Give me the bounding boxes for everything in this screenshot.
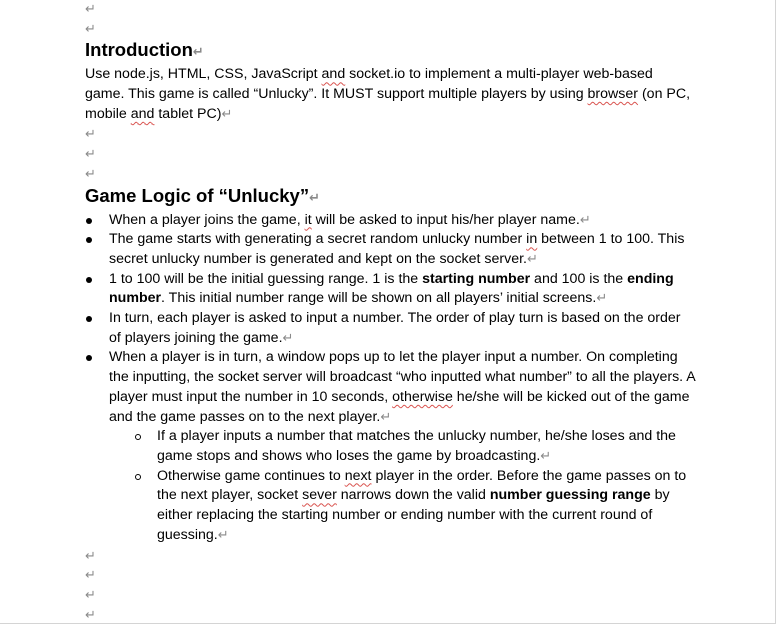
list-item: 1 to 100 will be the initial guessing range. 1 is the starting number and 100 is the ending number. This initial number range will be shown on all players’ initial screens.↵ — [85, 270, 695, 309]
spelling-flag[interactable]: in — [526, 231, 538, 248]
paragraph-mark-icon: ↵ — [85, 587, 96, 603]
empty-paragraph — [85, 164, 695, 184]
paragraph-mark-icon: ↵ — [85, 21, 96, 37]
paragraph-mark-icon: ↵ — [596, 291, 608, 307]
intro-heading: Introduction↵ — [85, 39, 204, 61]
spelling-flag[interactable]: browser — [587, 86, 639, 103]
empty-paragraph — [85, 546, 695, 566]
paragraph-mark-icon: ↵ — [85, 568, 96, 584]
empty-paragraph — [85, 565, 695, 585]
empty-paragraph — [85, 0, 695, 19]
paragraph-mark-icon: ↵ — [540, 448, 552, 464]
list-item: When a player joins the game, it will be asked to input his/her player name.↵ — [85, 211, 695, 231]
paragraph-mark-icon: ↵ — [579, 212, 591, 228]
paragraph-mark-icon: ↵ — [309, 190, 321, 206]
empty-paragraph — [85, 124, 695, 144]
paragraph-mark-icon: ↵ — [85, 147, 96, 163]
sub-list-item: Otherwise game continues to next player in the order. Before the game passes on to the next player, socket sever narrows down the valid number guessing range by either replacing the starting number or ending number with the current round of guessing.↵ — [109, 467, 695, 546]
empty-paragraph — [85, 585, 695, 605]
spelling-flag[interactable]: and — [130, 105, 155, 122]
spelling-flag[interactable]: sever — [302, 487, 337, 504]
paragraph-mark-icon: ↵ — [217, 527, 229, 543]
list-item: In turn, each player is asked to input a number. The order of play turn is based on the order of players joining the game.↵ — [85, 309, 695, 348]
paragraph-mark-icon: ↵ — [526, 251, 538, 267]
list-item: When a player is in turn, a window pops up to let the player input a number. On completing the inputting, the socket server will broadcast “who inputted what number” to all the players. A player must input the number in 10 seconds, otherwise he/she will be kicked out of the game and the game passes on to the next player.↵ If a player inputs a number that matches the unlucky number, he/she loses and the game stops and shows who loses the game by broadcasting.↵ Otherwise game continues to next player in the order. Before the game passes on to the next player, socket sever narrows down the valid number guessing range by either replacing the starting number or ending number with the current round of guessing.↵ — [85, 348, 695, 545]
paragraph-mark-icon: ↵ — [85, 127, 96, 143]
spelling-flag[interactable]: otherwise — [392, 388, 453, 405]
document-body[interactable] — [85, 0, 695, 624]
spelling-flag[interactable]: it — [304, 211, 312, 228]
game-logic-list — [85, 211, 695, 546]
game-logic-heading: Game Logic of “Unlucky”↵ — [85, 184, 321, 206]
sub-list — [109, 427, 695, 545]
spelling-flag[interactable]: next — [344, 467, 372, 484]
empty-paragraph — [85, 19, 695, 39]
list-item: The game starts with generating a secret random unlucky number in between 1 to 100. This secret unlucky number is generated and kept on the socket server.↵ — [85, 230, 695, 269]
paragraph-mark-icon: ↵ — [85, 548, 96, 564]
bold-term: ending number — [109, 270, 674, 307]
spelling-flag[interactable]: and — [321, 66, 346, 83]
intro-paragraph: Use node.js, HTML, CSS, JavaScript and socket.io to implement a multi-player web-based game. This game is called “Unlucky”. It MUST support multiple players by using browser (on PC, mobile and tablet PC)↵ — [85, 66, 691, 122]
bold-term: starting number — [422, 270, 531, 287]
paragraph-mark-icon: ↵ — [221, 106, 233, 122]
paragraph-mark-icon: ↵ — [192, 45, 204, 61]
bold-term: number guessing range — [489, 487, 651, 504]
empty-paragraph — [85, 144, 695, 164]
paragraph-mark-icon: ↵ — [380, 409, 392, 425]
paragraph-mark-icon: ↵ — [282, 330, 294, 346]
paragraph-mark-icon: ↵ — [85, 166, 96, 182]
paragraph-mark-icon: ↵ — [85, 607, 96, 623]
sub-list-item: If a player inputs a number that matches the unlucky number, he/she loses and the game stops and shows who loses the game by broadcasting.↵ — [109, 427, 695, 466]
empty-paragraph — [85, 605, 695, 625]
paragraph-mark-icon: ↵ — [85, 2, 96, 17]
